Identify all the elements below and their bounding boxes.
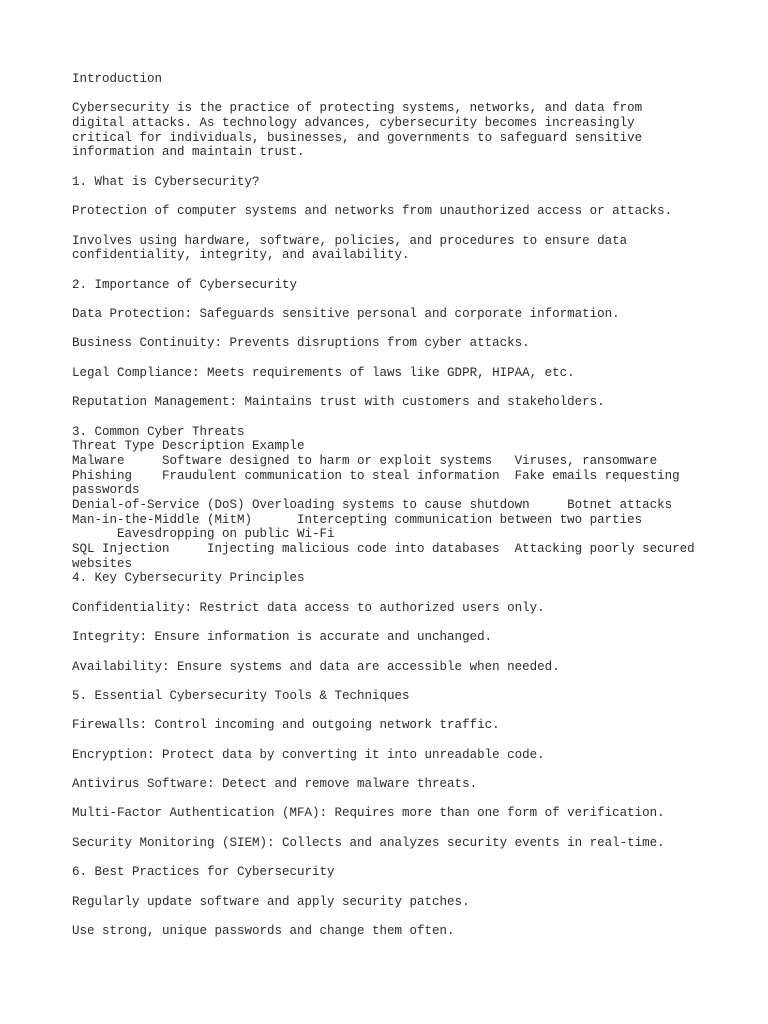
spacer xyxy=(72,263,712,278)
list-item: Integrity: Ensure information is accurate and unchanged. xyxy=(72,630,493,645)
spacer xyxy=(72,733,712,748)
list-item: Availability: Ensure systems and data are accessible when needed. xyxy=(72,659,560,674)
threat-table-line: Threat Type Description Example xyxy=(72,439,305,454)
threat-table-line: Malware Software designed to harm or exploit systems Viruses, ransomware xyxy=(72,453,658,468)
intro-paragraph-line: critical for individuals, businesses, and governments to safeguard sensitive xyxy=(72,130,643,145)
section-heading: 3. Common Cyber Threats xyxy=(72,424,245,439)
section-heading: 1. What is Cybersecurity? xyxy=(72,174,260,189)
paragraph-line: confidentiality, integrity, and availability. xyxy=(72,248,410,263)
section-heading: 2. Importance of Cybersecurity xyxy=(72,277,298,292)
list-item: Confidentiality: Restrict data access to authorized users only. xyxy=(72,600,545,615)
threat-table-line: Man-in-the-Middle (MitM) Intercepting communication between two parties xyxy=(72,512,643,527)
spacer xyxy=(72,792,712,807)
spacer xyxy=(72,674,712,689)
list-item: Reputation Management: Maintains trust with customers and stakeholders. xyxy=(72,395,605,410)
spacer xyxy=(72,87,712,102)
spacer xyxy=(72,615,712,630)
list-item: Antivirus Software: Detect and remove malware threats. xyxy=(72,777,478,791)
spacer xyxy=(72,586,712,601)
spacer xyxy=(72,880,712,895)
threat-table-line: Denial-of-Service (DoS) Overloading systems to cause shutdown Botnet attacks xyxy=(72,497,673,512)
list-item: Security Monitoring (SIEM): Collects and analyzes security events in real-time. xyxy=(72,835,665,850)
list-item: Legal Compliance: Meets requirements of laws like GDPR, HIPAA, etc. xyxy=(72,365,575,380)
spacer xyxy=(72,762,712,777)
spacer xyxy=(72,292,712,307)
section-heading: 5. Essential Cybersecurity Tools & Techniques xyxy=(72,688,410,703)
section-heading: 6. Best Practices for Cybersecurity xyxy=(72,865,335,880)
spacer xyxy=(72,821,712,836)
list-item: Encryption: Protect data by converting it into unreadable code. xyxy=(72,747,545,762)
spacer xyxy=(72,380,712,395)
spacer xyxy=(72,850,712,865)
intro-paragraph-line: Cybersecurity is the practice of protecting systems, networks, and data from xyxy=(72,101,643,116)
threat-table-line: Eavesdropping on public Wi-Fi xyxy=(72,527,335,542)
paragraph-line: Involves using hardware, software, policies, and procedures to ensure data xyxy=(72,233,628,248)
spacer xyxy=(72,645,712,660)
threat-table-line: SQL Injection Injecting malicious code into databases Attacking poorly secured xyxy=(72,542,695,556)
intro-heading: Introduction xyxy=(72,72,163,86)
spacer xyxy=(72,410,712,425)
threat-table-line: Phishing Fraudulent communication to steal information Fake emails requesting xyxy=(72,468,680,483)
spacer xyxy=(72,190,712,205)
spacer xyxy=(72,219,712,234)
intro-paragraph-line: information and maintain trust. xyxy=(72,145,305,160)
list-item: Firewalls: Control incoming and outgoing network traffic. xyxy=(72,718,500,733)
paragraph-line: Protection of computer systems and networks from unauthorized access or attacks. xyxy=(72,204,673,219)
intro-paragraph-line: digital attacks. As technology advances, cybersecurity becomes increasingly xyxy=(72,116,635,131)
spacer xyxy=(72,909,712,924)
spacer xyxy=(72,322,712,337)
spacer xyxy=(72,351,712,366)
list-item: Regularly update software and apply security patches. xyxy=(72,894,470,909)
threat-table-line: websites xyxy=(72,556,133,571)
list-item: Business Continuity: Prevents disruptions from cyber attacks. xyxy=(72,336,530,351)
list-item: Multi-Factor Authentication (MFA): Requires more than one form of verification. xyxy=(72,806,665,821)
threat-table-line: passwords xyxy=(72,483,140,498)
spacer xyxy=(72,704,712,719)
spacer xyxy=(72,160,712,175)
section-heading: 4. Key Cybersecurity Principles xyxy=(72,571,305,586)
list-item: Use strong, unique passwords and change them often. xyxy=(72,923,455,938)
document-page xyxy=(72,72,712,939)
list-item: Data Protection: Safeguards sensitive personal and corporate information. xyxy=(72,307,620,321)
